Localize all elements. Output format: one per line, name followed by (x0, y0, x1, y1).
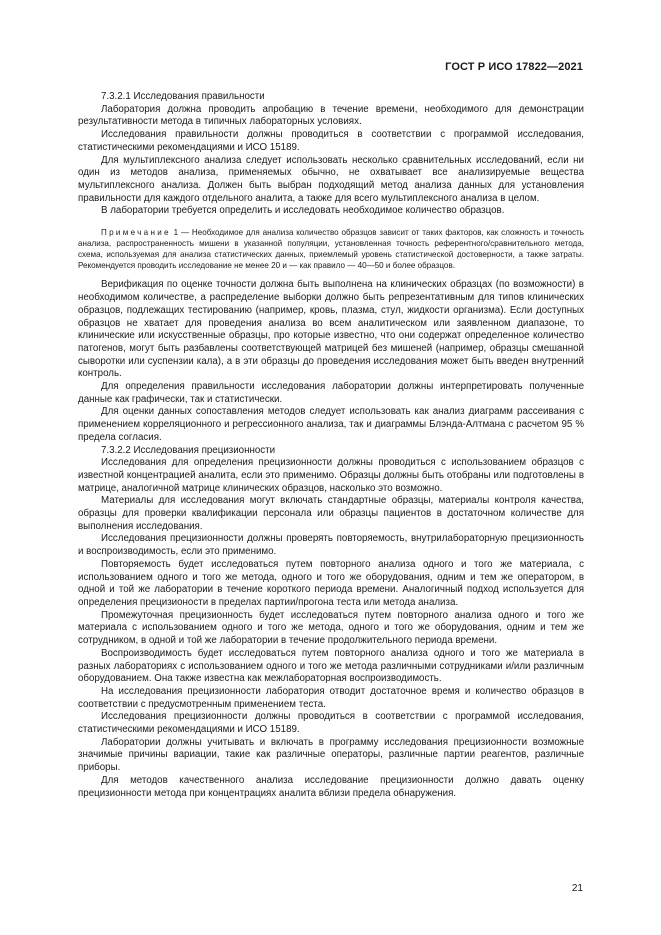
paragraph: Исследования прецизионности должны проводиться в соответствии с программой исследования, статистическими рекомендациями и ИСО 15189. (78, 711, 584, 736)
paragraph: Промежуточная прецизионность будет исследоваться путем повторного анализа одного и того же материала с использованием одного и того же метода, одного и того же оборудования, одним и тем же сотрудником, в одной и той же лаборатории в течение продолжительного периода времени. (78, 609, 584, 647)
section-heading-7-3-2-1: 7.3.2.1 Исследования правильности (101, 91, 265, 102)
paragraph: Материалы для исследования могут включать стандартные образцы, материалы контроля качества, образцы для проверки квалификации персонала или образцы пациентов в достаточном количестве для выполнения исследования. (78, 495, 584, 532)
paragraph: В лаборатории требуется определить и исследовать необходимое количество образцов. (101, 205, 505, 217)
paragraph: Исследования прецизионности должны проверять повторяемость, внутрилабораторную прецизионность и воспроизводимость, если это применимо. (78, 533, 584, 558)
paragraph: Лаборатории должны учитывать и включать в программу исследования прецизионности возможные значимые причины вариации, такие как различные операторы, различные партии реагентов, различные приборы. (78, 736, 584, 774)
paragraph: Лаборатория должна проводить апробацию в течение времени, необходимого для демонстрации результативности метода в типичных лабораторных условиях. (78, 103, 584, 128)
paragraph: Для мультиплексного анализа следует использовать несколько сравнительных исследований, если ни один из методов анализа, применяемых обычно, не охватывает все анализируемые вещества мультиплексного анализа. Должен быть выбран подходящий метод анализа данных для установления правильности для каждого отдельного аналита, а также для всего мультиплексного анализа в целом. (78, 154, 584, 204)
page-content (78, 91, 584, 800)
note-1 (78, 227, 584, 271)
standard-header: ГОСТ Р ИСО 17822—2021 (445, 61, 583, 73)
paragraph: Воспроизводимость будет исследоваться путем повторного анализа одного и того же материала в разных лабораториях с использованием одного и того же метода различными сотрудниками и/или различным оборудованием. Она также известна как межлабораторная воспроизводимость. (78, 647, 584, 685)
paragraph: Для определения правильности исследования лаборатории должны интерпретировать полученные данные как графически, так и статистически. (78, 381, 584, 405)
note-label: Примечание (101, 228, 171, 238)
paragraph: Исследования для определения прецизионности должны проводиться с использованием образцов с известной концентрацией аналита, если это применимо. Образцы должны быть отобраны или подготовлены в матрице, аналогичной матрице клинических образцов, насколько это возможно. (78, 457, 584, 494)
section-heading-7-3-2-2: 7.3.2.2 Исследования прецизионности (101, 444, 276, 456)
page-number: 21 (571, 883, 583, 894)
paragraph: Для оценки данных сопоставления методов следует использовать как анализ диаграмм рассеивания с применением корреляционного и регрессионного анализа, так и диаграммы Блэнда-Алтмана с расчетом 95 % предела согласия. (78, 406, 584, 443)
paragraph: Исследования правильности должны проводиться в соответствии с программой исследования, статистическими рекомендациями и ИСО 15189. (78, 129, 584, 153)
paragraph: Повторяемость будет исследоваться путем повторного анализа одного и того же материала, с использованием одного и того же метода, одного и того же оборудования, одним и тем же оператором, в одной и той же лаборатории в течение короткого периода времени. Аналогичный подход используется для определения прецизионости в пределах партии/прогона теста или метода анализа. (78, 558, 584, 608)
note-text: 1 — Необходимое для анализа количество образцов зависит от таких факторов, как сложность и точность анализа, распространенность мишени в указанной популяции, установленная точность референтного/сравнительного метода, схема, используемая для анализа статистических данных, приемлемый уровень статистической достоверности, а также затраты. Рекомендуется проводить исследование не менее 20 и — как правило — 40—50 и более образцов. (78, 228, 584, 271)
paragraph: Верификация по оценке точности должна быть выполнена на клинических образцах (по возможности) в необходимом количестве, а распределение выборки должно быть репрезентативным для типов клинических образцов, подлежащих тестированию (например, кровь, плазма, стул, жидкости организма). Если доступных образцов не хватает для проведения анализа во всем аналитическом или заявленном диапазоне, то клинические или искусственные образцы, про которые известно, что они содержат определенное количество патогенов, могут быть разбавлены соответствующей матрицей без мишеней (например, образцы смешанной сыворотки или суспензии кала), а в эти образцы до проведения исследования может быть введен внутренний контроль. (78, 279, 584, 380)
paragraph: Для методов качественного анализа исследование прецизионности должно давать оценку прецизионности метода при концентрациях аналита вблизи предела обнаружения. (78, 774, 584, 799)
paragraph: На исследования прецизионности лаборатория отводит достаточное время и количество образцов в соответствии с предусмотренным применением теста. (78, 685, 584, 710)
